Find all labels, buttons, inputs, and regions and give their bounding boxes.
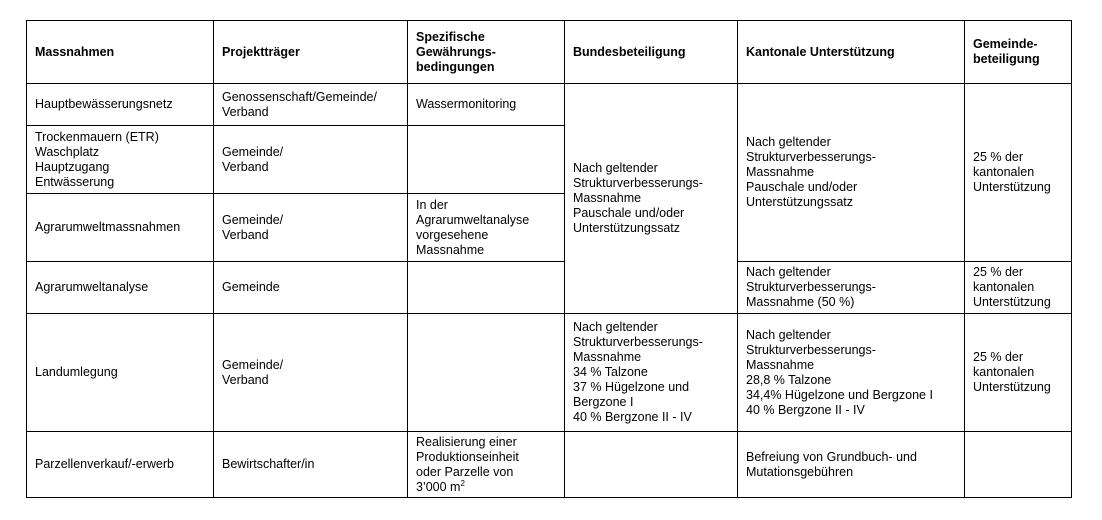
cell-traeger: Gemeinde <box>214 262 408 314</box>
cell-kanton: Nach geltender Strukturverbesserungs- Massnahme 28,8 % Talzone 34,4% Hügelzone und Bergzone I 40 % Bergzone II - IV <box>738 314 965 432</box>
header-massnahmen: Massnahmen <box>27 21 214 84</box>
header-projekttraeger: Projektträger <box>214 21 408 84</box>
cell-bedingung: Wassermonitoring <box>408 84 565 126</box>
cell-bedingung <box>408 432 565 498</box>
cell-traeger: Gemeinde/ Verband <box>214 126 408 194</box>
funding-table <box>26 20 1072 498</box>
cell-massnahme: Agrarumweltmassnahmen <box>27 194 214 262</box>
header-bund: Bundesbeteiligung <box>565 21 738 84</box>
cell-gemeinde: 25 % der kantonalen Unterstützung <box>965 262 1072 314</box>
cell-bedingung <box>408 126 565 194</box>
cell-massnahme: Hauptbewässerungsnetz <box>27 84 214 126</box>
header-bedingungen: Spezifische Gewährungs- bedingungen <box>408 21 565 84</box>
bedingung-text: Realisierung einer Produktionseinheit oder Parzelle von 3’000 m <box>416 434 519 494</box>
cell-kanton: Befreiung von Grundbuch- und Mutationsgebühren <box>738 432 965 498</box>
cell-bund-merged: Nach geltender Strukturverbesserungs- Massnahme Pauschale und/oder Unterstützungssatz <box>565 84 738 314</box>
cell-bund: Nach geltender Strukturverbesserungs- Massnahme 34 % Talzone 37 % Hügelzone und Bergzone I 40 % Bergzone II - IV <box>565 314 738 432</box>
cell-kanton: Nach geltender Strukturverbesserungs- Massnahme (50 %) <box>738 262 965 314</box>
cell-bedingung: In der Agrarumweltanalyse vorgesehene Massnahme <box>408 194 565 262</box>
cell-gemeinde <box>965 432 1072 498</box>
header-row <box>27 21 1072 84</box>
superscript-two: 2 <box>460 478 465 488</box>
cell-bedingung <box>408 314 565 432</box>
cell-massnahme: Parzellenverkauf/-erwerb <box>27 432 214 498</box>
cell-traeger: Bewirtschafter/in <box>214 432 408 498</box>
cell-traeger: Genossenschaft/Gemeinde/ Verband <box>214 84 408 126</box>
cell-bedingung <box>408 262 565 314</box>
cell-gemeinde: 25 % der kantonalen Unterstützung <box>965 314 1072 432</box>
cell-traeger: Gemeinde/ Verband <box>214 314 408 432</box>
cell-massnahme: Agrarumweltanalyse <box>27 262 214 314</box>
cell-gemeinde-merged: 25 % der kantonalen Unterstützung <box>965 84 1072 262</box>
cell-traeger: Gemeinde/ Verband <box>214 194 408 262</box>
table-row <box>27 84 1072 126</box>
table-row <box>27 262 1072 314</box>
table-row <box>27 314 1072 432</box>
cell-kanton-merged: Nach geltender Strukturverbesserungs- Massnahme Pauschale und/oder Unterstützungssatz <box>738 84 965 262</box>
header-gemeinde: Gemeinde- beteiligung <box>965 21 1072 84</box>
cell-massnahme: Trockenmauern (ETR) Waschplatz Hauptzugang Entwässerung <box>27 126 214 194</box>
cell-bund <box>565 432 738 498</box>
header-kanton: Kantonale Unterstützung <box>738 21 965 84</box>
cell-massnahme: Landumlegung <box>27 314 214 432</box>
table-row <box>27 432 1072 498</box>
